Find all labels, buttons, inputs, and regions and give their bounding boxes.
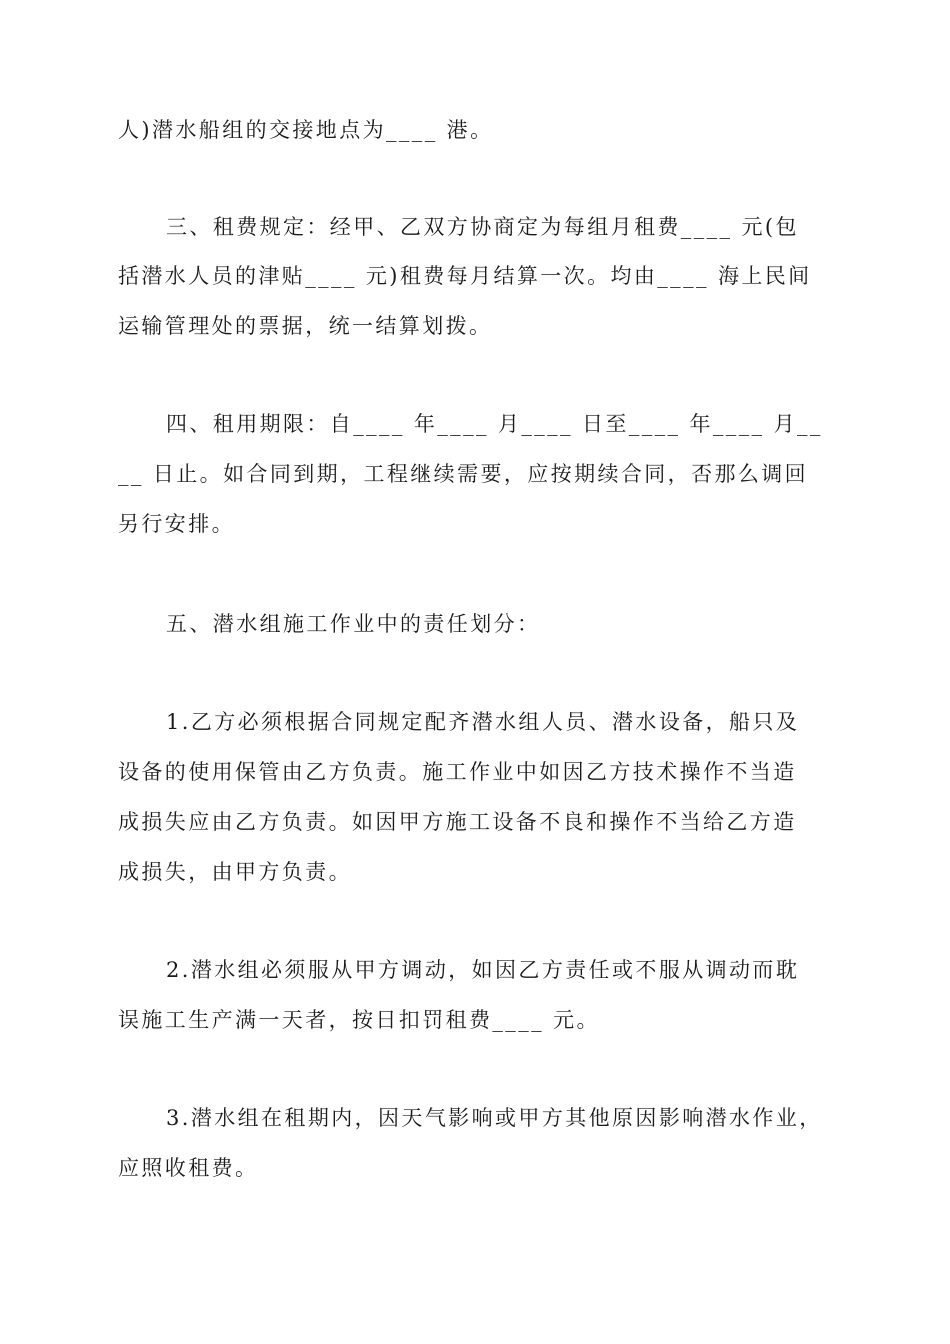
text-line: 运输管理处的票据，统一结算划拨。 xyxy=(118,314,493,338)
text-line: 设备的使用保管由乙方负责。施工作业中如因乙方技术操作不当造 xyxy=(118,760,797,784)
text-line: 括潜水人员的津贴____ 元)租费每月结算一次。均由____ 海上民间 xyxy=(118,264,812,288)
text-line: 三、租费规定：经甲、乙双方协商定为每组月租费____ 元(包 xyxy=(166,215,799,239)
text-line: 应照收租费。 xyxy=(118,1156,259,1180)
text-line: 成损失，由甲方负责。 xyxy=(118,860,352,884)
text-line: 四、租用期限：自____ 年____ 月____ 日至____ 年____ 月__ xyxy=(166,412,823,436)
text-line: __ 日止。如合同到期，工程继续需要，应按期续合同，否那么调回 xyxy=(118,462,809,486)
text-line: 成损失应由乙方负责。如因甲方施工设备不良和操作不当给乙方造 xyxy=(118,810,797,834)
text-line: 另行安排。 xyxy=(118,512,235,536)
text-line: 人)潜水船组的交接地点为____ 港。 xyxy=(118,118,494,142)
section-heading: 五、潜水组施工作业中的责任划分： xyxy=(166,612,541,636)
text-line: 3.潜水组在租期内，因天气影响或甲方其他原因影响潜水作业， xyxy=(166,1106,823,1130)
text-line: 2.潜水组必须服从甲方调动，如因乙方责任或不服从调动而耽 xyxy=(166,958,800,982)
text-line: 1.乙方必须根据合同规定配齐潜水组人员、潜水设备，船只及 xyxy=(166,710,800,734)
text-line: 误施工生产满一天者，按日扣罚租费____ 元。 xyxy=(118,1008,600,1032)
